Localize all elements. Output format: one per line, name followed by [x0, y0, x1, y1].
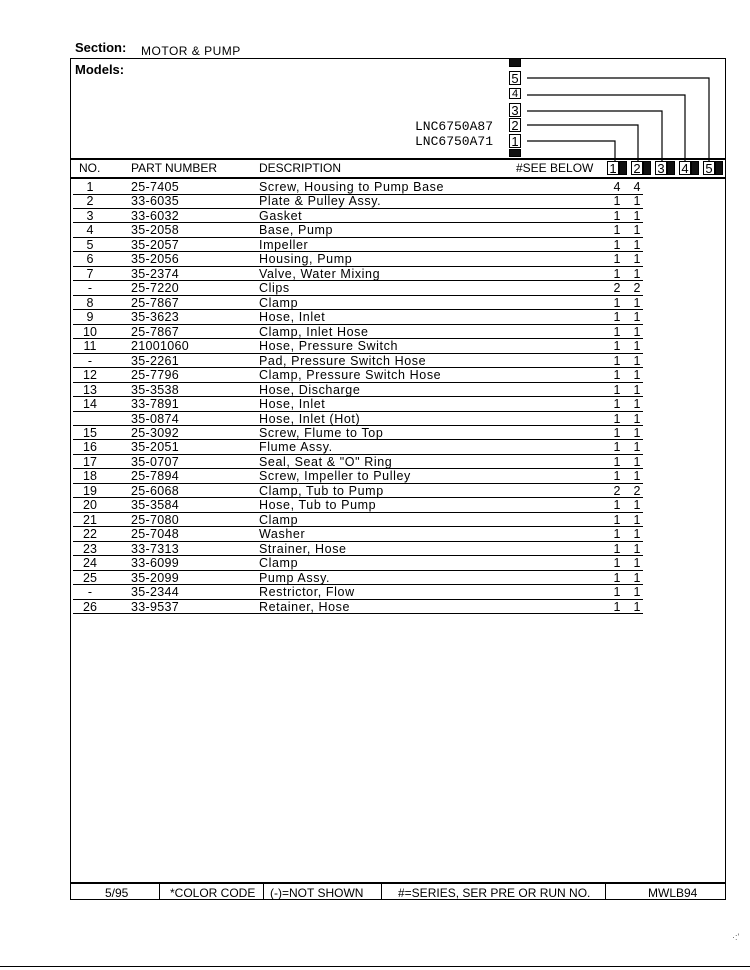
row-number: 10 — [83, 324, 97, 339]
row-qty-series-2: 1 — [633, 498, 641, 513]
row-number: 21 — [83, 512, 97, 527]
series-col-4: 4 — [679, 161, 691, 175]
row-qty-series-2: 1 — [633, 237, 641, 252]
table-row — [71, 440, 725, 455]
row-number: 6 — [86, 252, 94, 267]
table-row — [71, 267, 725, 282]
footer-divider — [263, 883, 264, 900]
row-qty-series-2: 1 — [633, 411, 641, 426]
row-qty-series-2: 2 — [633, 281, 641, 296]
row-qty-series-2: 1 — [633, 382, 641, 397]
series-box-top-marker — [509, 58, 521, 67]
table-row — [71, 484, 725, 499]
row-qty-series-1: 1 — [613, 223, 621, 238]
row-description: Impeller — [259, 237, 309, 252]
series-col-5: 5 — [703, 161, 715, 175]
row-number: 2 — [86, 194, 94, 209]
footer-series-note: #=SERIES, SER PRE OR RUN NO. — [398, 886, 591, 900]
row-description: Pump Assy. — [259, 570, 331, 585]
table-row — [71, 397, 725, 412]
row-qty-series-1: 1 — [613, 599, 621, 614]
row-description: Hose, Inlet — [259, 397, 326, 412]
table-row — [71, 412, 725, 427]
table-row — [71, 310, 725, 325]
row-description: Screw, Impeller to Pulley — [259, 469, 411, 484]
series-box-1: 1 — [509, 134, 521, 148]
row-description: Clamp — [259, 556, 299, 571]
series-col-3: 3 — [655, 161, 667, 175]
row-description: Retainer, Hose — [259, 599, 351, 614]
table-row — [71, 527, 725, 542]
row-description: Seal, Seat & "O" Ring — [259, 454, 393, 469]
row-qty-series-2: 1 — [633, 599, 641, 614]
row-number: 14 — [83, 397, 97, 412]
row-number: 17 — [83, 454, 97, 469]
row-description: Restrictor, Flow — [259, 585, 355, 600]
row-part-number: 25-7048 — [131, 527, 179, 542]
table-row — [71, 223, 725, 238]
series-col-sep-2 — [643, 161, 651, 175]
row-description: Screw, Housing to Pump Base — [259, 180, 445, 194]
row-number: 5 — [86, 237, 94, 252]
row-part-number: 35-3584 — [131, 498, 179, 513]
model-name-a71: LNC6750A71 — [415, 134, 494, 149]
row-qty-series-1: 1 — [613, 512, 621, 527]
table-row — [71, 571, 725, 586]
row-part-number: 25-6068 — [131, 483, 179, 498]
row-qty-series-2: 1 — [633, 368, 641, 383]
row-part-number: 35-2051 — [131, 440, 179, 455]
row-number: 26 — [83, 599, 97, 614]
row-description: Clamp, Tub to Pump — [259, 483, 384, 498]
row-description: Clamp — [259, 512, 299, 527]
row-qty-series-1: 1 — [613, 295, 621, 310]
row-part-number: 35-2344 — [131, 585, 179, 600]
row-description: Plate & Pulley Assy. — [259, 194, 382, 209]
footer-rule — [71, 882, 725, 884]
table-row — [71, 542, 725, 557]
row-qty-series-1: 1 — [613, 425, 621, 440]
row-description: Flume Assy. — [259, 440, 333, 455]
section-value: MOTOR & PUMP — [141, 44, 241, 58]
scan-artifact-mark: ·:' — [732, 932, 740, 942]
table-row — [71, 281, 725, 296]
row-qty-series-2: 1 — [633, 440, 641, 455]
row-qty-series-1: 1 — [613, 266, 621, 281]
row-qty-series-1: 1 — [613, 585, 621, 600]
row-number: - — [87, 281, 93, 296]
table-row — [71, 469, 725, 484]
table-row — [71, 194, 725, 209]
row-number: 25 — [83, 570, 97, 585]
row-part-number: 33-9537 — [131, 599, 179, 614]
row-qty-series-1: 1 — [613, 411, 621, 426]
footer-not-shown: (-)=NOT SHOWN — [270, 886, 364, 900]
row-part-number: 25-3092 — [131, 425, 179, 440]
row-part-number: 33-6035 — [131, 194, 179, 209]
row-qty-series-2: 1 — [633, 252, 641, 267]
header-rule-bottom — [71, 177, 725, 179]
table-row — [71, 383, 725, 398]
scan-edge-line — [0, 966, 750, 967]
footer-divider — [159, 883, 160, 900]
row-qty-series-2: 1 — [633, 556, 641, 571]
row-number: 22 — [83, 527, 97, 542]
footer-divider — [381, 883, 382, 900]
col-header-see-below: #SEE BELOW — [516, 161, 594, 175]
row-part-number: 21001060 — [131, 339, 190, 354]
row-description: Pad, Pressure Switch Hose — [259, 353, 427, 368]
row-part-number: 35-3623 — [131, 310, 179, 325]
row-part-number: 35-3538 — [131, 382, 179, 397]
row-description: Gasket — [259, 208, 303, 223]
series-col-sep-4 — [691, 161, 699, 175]
series-box-2: 2 — [509, 118, 521, 132]
row-qty-series-2: 1 — [633, 570, 641, 585]
table-row — [71, 426, 725, 441]
row-number: 7 — [86, 266, 94, 281]
row-qty-series-1: 1 — [613, 339, 621, 354]
series-col-sep-3 — [667, 161, 675, 175]
row-part-number: 25-7867 — [131, 324, 179, 339]
row-number: 19 — [83, 483, 97, 498]
row-qty-series-1: 1 — [613, 237, 621, 252]
row-qty-series-1: 2 — [613, 483, 621, 498]
row-qty-series-1: 4 — [613, 180, 621, 194]
series-box-5: 5 — [509, 71, 521, 85]
table-row — [71, 252, 725, 267]
row-part-number: 35-2058 — [131, 223, 179, 238]
row-qty-series-2: 1 — [633, 425, 641, 440]
row-number: 9 — [86, 310, 94, 325]
table-row — [71, 238, 725, 253]
row-number: - — [87, 585, 93, 600]
row-part-number: 35-2099 — [131, 570, 179, 585]
row-description: Hose, Tub to Pump — [259, 498, 377, 513]
row-qty-series-2: 4 — [633, 180, 641, 194]
row-qty-series-2: 1 — [633, 512, 641, 527]
row-number: 24 — [83, 556, 97, 571]
row-part-number: 35-0707 — [131, 454, 179, 469]
row-qty-series-2: 1 — [633, 208, 641, 223]
row-part-number: 25-7894 — [131, 469, 179, 484]
row-number: 12 — [83, 368, 97, 383]
table-row — [71, 556, 725, 571]
row-number: 15 — [83, 425, 97, 440]
row-description: Hose, Inlet (Hot) — [259, 411, 361, 426]
row-qty-series-1: 1 — [613, 324, 621, 339]
row-number: 11 — [83, 339, 97, 354]
row-part-number: 35-2057 — [131, 237, 179, 252]
row-qty-series-2: 1 — [633, 585, 641, 600]
row-qty-series-1: 1 — [613, 208, 621, 223]
series-col-sep-1 — [619, 161, 627, 175]
col-header-part-number: PART NUMBER — [131, 161, 218, 175]
row-part-number: 33-6099 — [131, 556, 179, 571]
row-number: 18 — [83, 469, 97, 484]
row-qty-series-1: 1 — [613, 397, 621, 412]
table-row — [71, 513, 725, 528]
table-row — [71, 339, 725, 354]
row-qty-series-2: 1 — [633, 310, 641, 325]
row-qty-series-2: 1 — [633, 266, 641, 281]
section-label: Section: — [75, 40, 127, 55]
row-number: 13 — [83, 382, 97, 397]
series-col-1: 1 — [607, 161, 619, 175]
table-row — [71, 600, 725, 615]
row-part-number: 33-7891 — [131, 397, 179, 412]
row-qty-series-2: 1 — [633, 353, 641, 368]
row-number: - — [87, 353, 93, 368]
row-part-number: 35-0874 — [131, 411, 179, 426]
footer-doc-code: MWLB94 — [648, 886, 698, 900]
row-description: Washer — [259, 527, 306, 542]
row-qty-series-1: 1 — [613, 541, 621, 556]
row-qty-series-2: 1 — [633, 541, 641, 556]
series-box-3: 3 — [509, 103, 521, 117]
row-qty-series-2: 1 — [633, 223, 641, 238]
row-number: 8 — [86, 295, 94, 310]
row-number: 4 — [86, 223, 94, 238]
row-underline — [73, 613, 643, 614]
row-part-number: 35-2374 — [131, 266, 179, 281]
row-description: Screw, Flume to Top — [259, 425, 384, 440]
row-description: Hose, Discharge — [259, 382, 361, 397]
models-label: Models: — [75, 62, 125, 77]
row-qty-series-1: 1 — [613, 382, 621, 397]
row-part-number: 25-7220 — [131, 281, 179, 296]
row-part-number: 33-6032 — [131, 208, 179, 223]
row-qty-series-2: 1 — [633, 324, 641, 339]
row-number: 16 — [83, 440, 97, 455]
model-name-a87: LNC6750A87 — [415, 119, 494, 134]
table-row — [71, 498, 725, 513]
row-description: Valve, Water Mixing — [259, 266, 381, 281]
row-description: Base, Pump — [259, 223, 334, 238]
col-header-description: DESCRIPTION — [259, 161, 342, 175]
table-row — [71, 455, 725, 470]
footer-color-code: *COLOR CODE — [170, 886, 256, 900]
row-number: 1 — [86, 180, 94, 194]
row-qty-series-1: 1 — [613, 252, 621, 267]
row-qty-series-2: 1 — [633, 527, 641, 542]
row-description: Clips — [259, 281, 290, 296]
row-qty-series-1: 1 — [613, 353, 621, 368]
row-qty-series-2: 1 — [633, 194, 641, 209]
row-qty-series-1: 1 — [613, 527, 621, 542]
row-part-number: 25-7080 — [131, 512, 179, 527]
table-row — [71, 354, 725, 369]
row-description: Hose, Inlet — [259, 310, 326, 325]
row-part-number: 25-7796 — [131, 368, 179, 383]
row-qty-series-1: 1 — [613, 440, 621, 455]
row-qty-series-2: 1 — [633, 295, 641, 310]
table-row — [71, 368, 725, 383]
series-col-2: 2 — [631, 161, 643, 175]
row-qty-series-1: 1 — [613, 556, 621, 571]
footer-date: 5/95 — [105, 886, 129, 900]
row-part-number: 35-2261 — [131, 353, 179, 368]
table-row — [71, 296, 725, 311]
row-qty-series-1: 1 — [613, 310, 621, 325]
row-number: 23 — [83, 541, 97, 556]
footer-divider — [605, 883, 606, 900]
row-description: Strainer, Hose — [259, 541, 347, 556]
row-description: Housing, Pump — [259, 252, 353, 267]
row-qty-series-1: 1 — [613, 469, 621, 484]
header-rule-top — [71, 158, 725, 160]
row-qty-series-2: 1 — [633, 454, 641, 469]
row-part-number: 25-7867 — [131, 295, 179, 310]
row-qty-series-2: 1 — [633, 469, 641, 484]
table-row — [71, 209, 725, 224]
row-qty-series-1: 1 — [613, 570, 621, 585]
row-qty-series-1: 1 — [613, 454, 621, 469]
table-row — [71, 180, 725, 195]
row-description: Clamp — [259, 295, 299, 310]
row-number: 20 — [83, 498, 97, 513]
row-qty-series-2: 1 — [633, 397, 641, 412]
row-qty-series-1: 2 — [613, 281, 621, 296]
row-description: Clamp, Pressure Switch Hose — [259, 368, 442, 383]
row-description: Clamp, Inlet Hose — [259, 324, 369, 339]
row-part-number: 35-2056 — [131, 252, 179, 267]
row-qty-series-1: 1 — [613, 498, 621, 513]
col-header-no: NO. — [79, 161, 101, 175]
row-part-number: 25-7405 — [131, 180, 179, 194]
series-box-bottom-marker — [509, 149, 521, 157]
table-row — [71, 325, 725, 340]
row-qty-series-1: 1 — [613, 194, 621, 209]
series-col-sep-5 — [715, 161, 723, 175]
series-box-4: 4 — [509, 88, 521, 99]
row-qty-series-2: 1 — [633, 339, 641, 354]
row-part-number: 33-7313 — [131, 541, 179, 556]
row-description: Hose, Pressure Switch — [259, 339, 399, 354]
row-qty-series-2: 2 — [633, 483, 641, 498]
row-number: 3 — [86, 208, 94, 223]
table-row — [71, 585, 725, 600]
row-qty-series-1: 1 — [613, 368, 621, 383]
